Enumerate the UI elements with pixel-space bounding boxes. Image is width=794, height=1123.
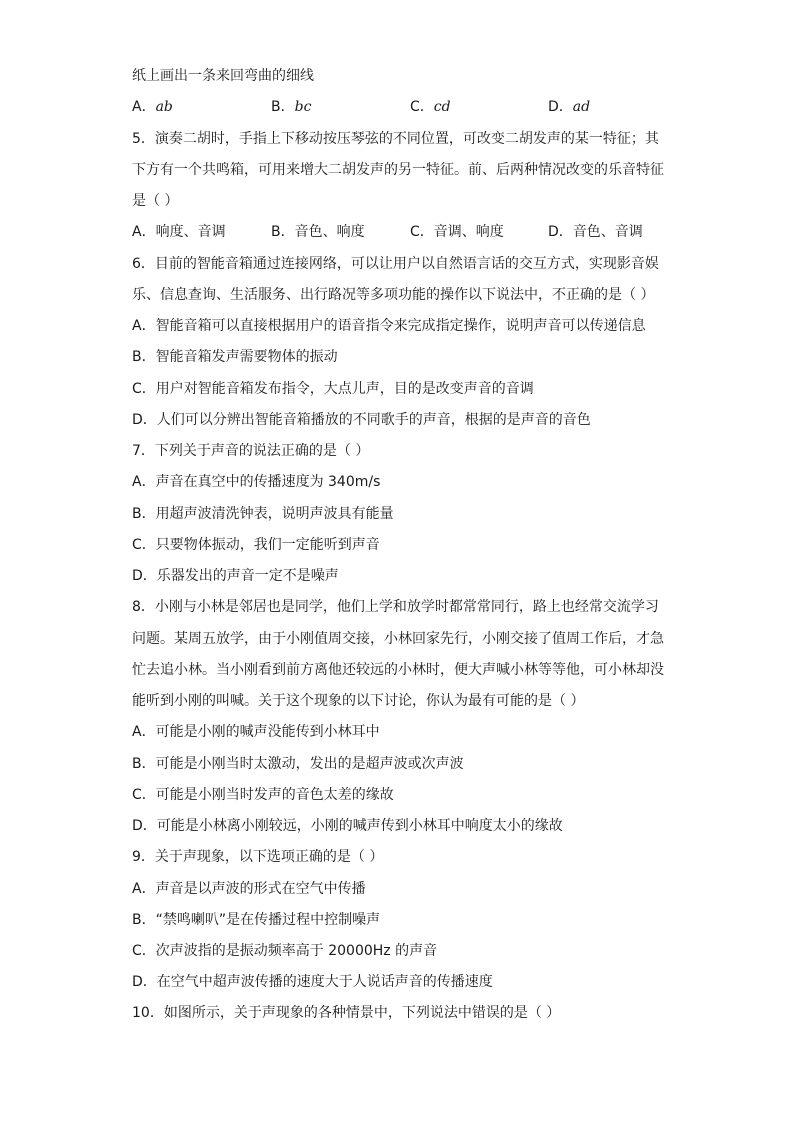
- q6-option-b: B．智能音箱发声需要物体的振动: [132, 349, 338, 365]
- q9-option-a: A．声音是以声波的形式在空气中传播: [132, 881, 366, 897]
- q5-option-a: A．响度、音调: [132, 224, 226, 240]
- q7-option-b: B．用超声波清洗钟表，说明声波具有能量: [132, 506, 394, 522]
- q6-option-d: D．人们可以分辨出智能音箱播放的不同歌手的声音，根据的是声音的音色: [132, 412, 591, 428]
- q9-option-b: B．“禁鸣喇叭”是在传播过程中控制噪声: [132, 912, 381, 928]
- q8-stem-line: 忙去追小林。当小刚看到前方离他还较远的小林时，便大声喊小林等等他，可小林却没: [132, 662, 664, 678]
- q9-option-d: D．在空气中超声波传播的速度大于人说话声音的传播速度: [132, 974, 493, 990]
- q9-stem-line: 9．关于声现象，以下选项正确的是（ ）: [132, 849, 384, 865]
- q8-option-b: B．可能是小刚当时太激动，发出的是超声波或次声波: [132, 756, 464, 772]
- q8-option-a: A．可能是小刚的喊声没能传到小林耳中: [132, 724, 380, 740]
- q7-option-c: C．只要物体振动，我们一定能听到声音: [132, 537, 380, 553]
- intro-line: 纸上画出一条来回弯曲的细线: [132, 68, 314, 84]
- q9-option-c: C．次声波指的是振动频率高于 20000Hz 的声音: [132, 943, 438, 959]
- q6-stem-line: 乐、信息查询、生活服务、出行路况等多项功能的操作以下说法中，不正确的是（ ）: [132, 287, 655, 303]
- q4-option-c: C．cd: [410, 99, 451, 115]
- q5-stem-line: 是（ ）: [132, 193, 179, 209]
- q6-option-a: A．智能音箱可以直接根据用户的语音指令来完成指定操作，说明声音可以传递信息: [132, 318, 646, 334]
- q6-option-c: C．用户对智能音箱发布指令，大点儿声，目的是改变声音的音调: [132, 381, 534, 397]
- q10-stem-line: 10．如图所示，关于声现象的各种情景中，下列说法中错误的是（ ）: [132, 1005, 561, 1021]
- q8-stem-line: 8．小刚与小林是邻居也是同学，他们上学和放学时都常常同行，路上也经常交流学习: [132, 599, 659, 615]
- q8-option-d: D．可能是小林离小刚较远，小刚的喊声传到小林耳中响度太小的缘故: [132, 818, 563, 834]
- q6-stem-line: 6．目前的智能音箱通过连接网络，可以让用户以自然语言话的交互方式，实现影音娱: [132, 256, 659, 272]
- q7-option-a: A．声音在真空中的传播速度为 340m/s: [132, 474, 381, 490]
- q7-option-d: D．乐器发出的声音一定不是噪声: [132, 568, 339, 584]
- q5-stem-line: 下方有一个共鸣箱，可用来增大二胡发声的另一特征。前、后两种情况改变的乐音特征: [132, 162, 664, 178]
- q5-option-b: B．音色、响度: [271, 224, 365, 240]
- q4-options: [132, 98, 672, 116]
- q4-option-a: A．ab: [132, 99, 173, 115]
- q5-option-d: D．音色、音调: [548, 224, 643, 240]
- q5-option-c: C．音调、响度: [410, 224, 504, 240]
- q8-option-c: C．可能是小刚当时发声的音色太差的缘故: [132, 787, 394, 803]
- q4-option-d: D．ad: [548, 99, 591, 115]
- q7-stem-line: 7．下列关于声音的说法正确的是（ ）: [132, 443, 370, 459]
- q5-stem-line: 5．演奏二胡时，手指上下移动按压琴弦的不同位置，可改变二胡发声的某一特征；其: [132, 131, 659, 147]
- q5-options: [132, 223, 672, 241]
- q8-stem-line: 问题。某周五放学，由于小刚值周交接，小林回家先行，小刚交接了值周工作后，才急: [132, 631, 664, 647]
- q4-option-b: B．bc: [271, 99, 312, 115]
- q8-stem-line: 能听到小刚的叫喊。关于这个现象的以下讨论，你认为最有可能的是（ ）: [132, 693, 585, 709]
